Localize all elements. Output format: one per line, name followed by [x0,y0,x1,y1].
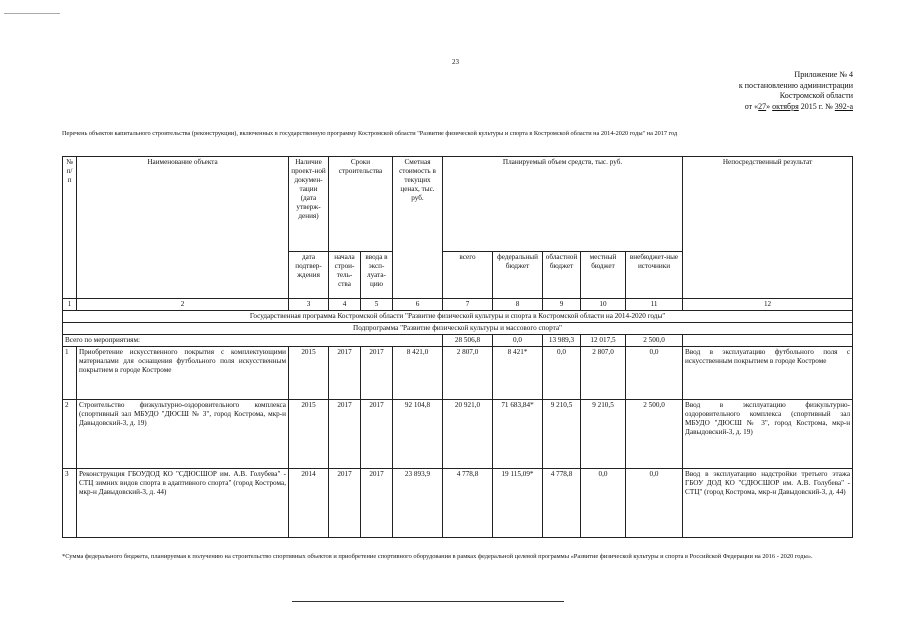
row-docs: 2014 [289,469,329,538]
header-regional: областной бюджет [543,252,581,299]
row-start: 2017 [329,347,361,400]
header-planned: Планируемый объем средств, тыс. руб. [443,157,683,252]
row-cost: 23 893,9 [393,469,443,538]
table-row [63,400,853,469]
col-number: 3 [289,299,329,311]
date-day: 27 [758,101,767,111]
row-start: 2017 [329,400,361,469]
table-row [63,347,853,400]
bottom-separator [292,601,564,602]
row-commission: 2017 [361,469,393,538]
col-number: 12 [683,299,853,311]
col-number: 11 [626,299,683,311]
header-total: всего [443,252,493,299]
row-regional: 4 778,8 [543,469,581,538]
document-title: Перечень объектов капитального строительства (реконструкции), включенных в государственную программу Костромской области "Развитие физической культуры и спорта в Костромской области на 2014-2020 годы" на 2017 год [62,130,678,137]
header-commission: ввода в эксп-луата-цию [361,252,393,299]
date-month: октября [772,101,799,111]
header-federal: федеральный бюджет [493,252,543,299]
header-terms: Сроки строительства [329,157,393,252]
header-approval-date: дата подтвер-ждения [289,252,329,299]
col-number: 10 [581,299,626,311]
header-result: Непосредственный результат [683,157,853,299]
header-design-docs: Наличие проект-ной докумен-тации (дата утверж-дения) [289,157,329,252]
col-number: 4 [329,299,361,311]
total-label: Всего по мероприятиям: [63,335,443,347]
col-number: 1 [63,299,77,311]
row-extra: 0,0 [626,469,683,538]
row-object-name: Реконструкция ГБОУДОД КО "СДЮСШОР им. А.В. Голубева" - СТЦ зимних видов спорта в адаптивного спорта" (город Кострома, мкр-н Давыдовский-3, д. 44) [77,469,289,538]
date-year: 2015 г. № [798,101,835,111]
row-object-name: Строительство физкультурно-оздоровительного комплекса (спортивный зал МБУДО "ДЮСШ № 3", город Кострома, мкр-н Давыдовский-3, д. 19) [77,400,289,469]
row-total: 2 807,0 [443,347,493,400]
program-row [63,311,853,323]
column-numbers-row [63,299,853,311]
appendix-block [633,70,853,112]
page-number: 23 [452,58,459,66]
total-regional: 13 989,3 [543,335,581,347]
header-cost: Сметная стоимость в текущих ценах, тыс. руб. [393,157,443,299]
table-row [63,469,853,538]
row-docs: 2015 [289,400,329,469]
row-result: Ввод в эксплуатацию физкультурно-оздоровительного комплекса (спортивный зал МБУДО "ДЮСШ № 3", город Кострома, мкр-н Давыдовский-3, д. 19) [683,400,853,469]
corner-mark [4,13,60,14]
row-total: 4 778,8 [443,469,493,538]
appendix-line-2: к постановлению администрации [738,80,853,90]
row-start: 2017 [329,469,361,538]
row-num: 1 [63,347,77,400]
col-number: 7 [443,299,493,311]
total-local: 12 017,5 [581,335,626,347]
objects-table [62,156,853,538]
row-regional: 9 210,5 [543,400,581,469]
col-number: 5 [361,299,393,311]
row-federal: 8 421* [493,347,543,400]
subprogram-title: Подпрограмма "Развитие физической культуры и массового спорта" [63,323,853,335]
row-federal: 71 683,84* [493,400,543,469]
row-result: Ввод в эксплуатацию надстройки третьего этажа ГБОУ ДОД КО "СДЮСШОР им. А.В. Голубева" - СТЦ" (город Кострома, мкр-н Давыдовский-3, д. 44) [683,469,853,538]
header-name: Наименование объекта [77,157,289,299]
row-local: 0,0 [581,469,626,538]
row-commission: 2017 [361,347,393,400]
col-number: 8 [493,299,543,311]
total-federal: 0,0 [493,335,543,347]
col-number: 6 [393,299,443,311]
date-mid: » [766,101,773,111]
row-regional: 0,0 [543,347,581,400]
row-extra: 2 500,0 [626,400,683,469]
row-federal: 19 115,09* [493,469,543,538]
date-prefix: от « [744,101,759,111]
row-cost: 8 421,0 [393,347,443,400]
footnote: *Сумма федерального бюджета, планируемая к получению на строительство спортивных объектов и приобретение спортивного оборудования в рамках федеральной целевой программы «Развитие физической культуры и спорта в Российской Федерации на 2016 - 2020 годы». [62,553,813,560]
row-extra: 0,0 [626,347,683,400]
row-total: 20 921,0 [443,400,493,469]
row-num: 3 [63,469,77,538]
decree-number: 392-а [834,101,853,111]
total-result [683,335,853,347]
row-object-name: Приобретение искусственного покрытия с комплектующими материалами для оснащения футбольного поля искусственным покрытием в городе Костроме [77,347,289,400]
total-all: 28 506,8 [443,335,493,347]
row-result: Ввод в эксплуатацию футбольного поля с искусственным покрытием в городе Костроме [683,347,853,400]
header-local: местный бюджет [581,252,626,299]
appendix-line-1: Приложение № 4 [794,70,853,79]
total-extra: 2 500,0 [626,335,683,347]
header-num: № п/п [63,157,77,299]
row-cost: 92 104,8 [393,400,443,469]
row-num: 2 [63,400,77,469]
row-commission: 2017 [361,400,393,469]
subprogram-row [63,323,853,335]
appendix-line-3: Костромской области [779,91,853,100]
row-local: 2 807,0 [581,347,626,400]
col-number: 2 [77,299,289,311]
header-start: начала строи-тель-ства [329,252,361,299]
total-row [63,335,853,347]
header-extra: внебюджет-ные источники [626,252,683,299]
row-local: 9 210,5 [581,400,626,469]
header-row-1 [63,157,853,252]
appendix-date-line [633,102,853,113]
program-title: Государственная программа Костромской области "Развитие физической культуры и спорта в Костромской области на 2014-2020 годы" [63,311,853,323]
row-docs: 2015 [289,347,329,400]
col-number: 9 [543,299,581,311]
